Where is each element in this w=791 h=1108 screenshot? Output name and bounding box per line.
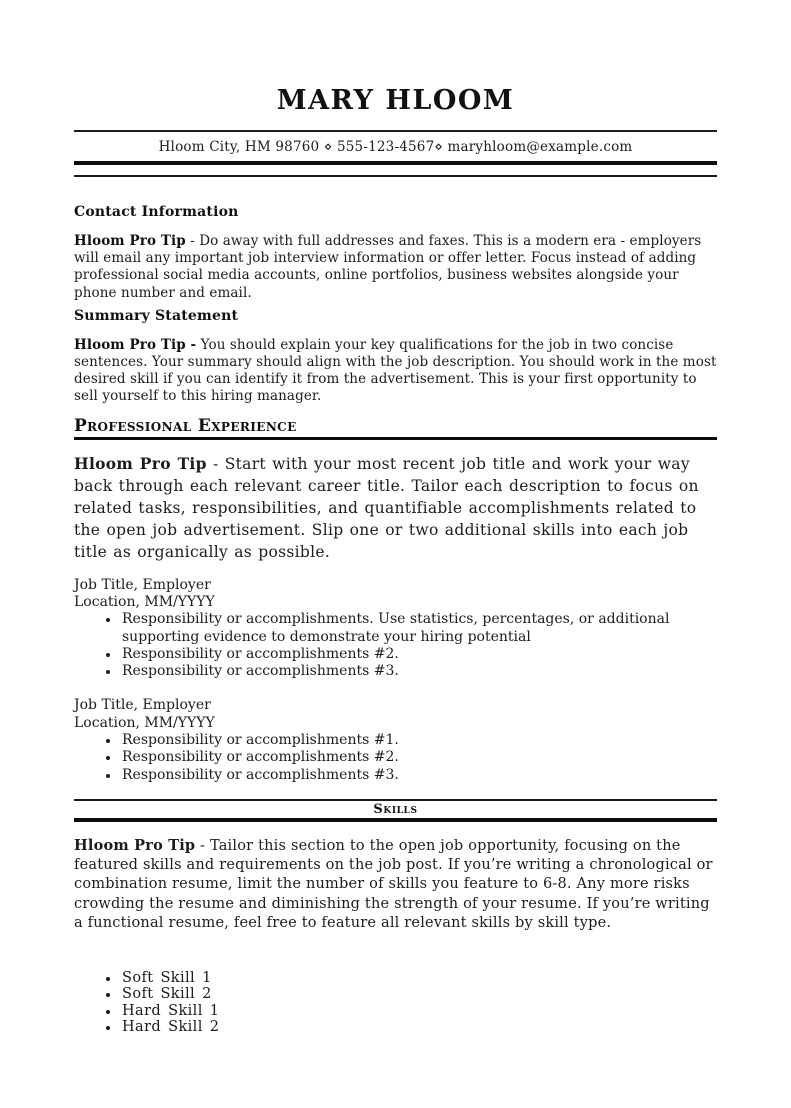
contact-pro-tip-label: Hloom Pro Tip <box>74 233 186 249</box>
skills-pro-tip-text: - Tailor this section to the open job opportunity, focusing on the featured skills and requirements on the job post. If you’re writing a chronological or combination resume, limit the number of skills you feature to 6-8. Any more risks crowding the resume and diminishing the strength of your resume. If you’re writing a functional resume, feel free to feature all relevant skills by skill type. <box>74 837 713 931</box>
skill-item: • Soft Skill 1 <box>120 970 717 986</box>
job-title: Job Title, Employer <box>74 697 211 714</box>
job-bullets <box>74 611 717 680</box>
experience-pro-tip-text: - Start with your most recent job title and work your way back through each relevant career title. Tailor each description to focus on related tasks, responsibilities, and quantifiable accomplishments related to the open job advertisement. Slip one or two additional skills into each job title as organically as possible. <box>74 454 699 561</box>
resume-page <box>0 84 791 1108</box>
skills-section-heading: Skills <box>373 801 418 817</box>
job-location: Location, MM/YYYY <box>74 714 215 731</box>
skill-item: • Soft Skill 2 <box>120 986 717 1002</box>
contact-section-heading: Contact Information <box>74 204 239 220</box>
job-bullet-item: • Responsibility or accomplishments #3. <box>120 767 717 784</box>
summary-pro-tip-label: Hloom Pro Tip - <box>74 336 197 353</box>
skills-section-header <box>74 799 717 822</box>
skill-item: • Hard Skill 2 <box>120 1019 717 1035</box>
skills-pro-tip-label: Hloom Pro Tip <box>74 836 196 854</box>
contact-pro-tip-text: - Do away with full addresses and faxes. This is a modern era - employers will email any important job interview information or offer letter. Focus instead of adding professional social media accounts, online portfolios, business websites alongside your phone number and email. <box>74 233 702 301</box>
divider-under-name <box>74 130 717 132</box>
job-bullets <box>74 732 717 784</box>
skills-list <box>74 970 717 1036</box>
divider-thin-header <box>74 175 717 177</box>
job-bullet-item: • Responsibility or accomplishments. Use statistics, percentages, or additional supporting evidence to demonstrate your hiring potential <box>120 611 717 646</box>
resume-name: MARY HLOOM <box>276 85 515 116</box>
job-bullet-item: • Responsibility or accomplishments #2. <box>120 646 717 663</box>
job-bullet-item: • Responsibility or accomplishments #3. <box>120 663 717 680</box>
summary-pro-tip <box>74 337 717 406</box>
job-entry <box>74 577 717 681</box>
skills-pro-tip <box>74 836 717 933</box>
summary-section-heading: Summary Statement <box>74 307 239 324</box>
jobs-list <box>74 577 717 784</box>
job-bullet-item: • Responsibility or accomplishments #1. <box>120 732 717 749</box>
experience-section-heading: Professional Experience <box>74 417 717 440</box>
skill-item: • Hard Skill 1 <box>120 1003 717 1019</box>
divider-thick-header <box>74 161 717 165</box>
job-location: Location, MM/YYYY <box>74 593 215 610</box>
divider-below-skills <box>74 818 717 822</box>
job-bullet-item: • Responsibility or accomplishments #2. <box>120 749 717 766</box>
experience-pro-tip-label: Hloom Pro Tip <box>74 453 207 473</box>
contact-pro-tip <box>74 233 717 302</box>
summary-pro-tip-text: You should explain your key qualifications for the job in two concise sentences. Your summary should align with the job description. You should work in the most desired skill if you can identify it from the advertisement. This is your first opportunity to sell yourself to this hiring manager. <box>74 336 717 405</box>
job-entry <box>74 697 717 783</box>
contact-line: Hloom City, HM 98760 ⋄ 555-123-4567⋄ maryhloom@example.com <box>158 139 633 155</box>
job-title: Job Title, Employer <box>74 576 211 593</box>
experience-pro-tip <box>74 453 717 563</box>
